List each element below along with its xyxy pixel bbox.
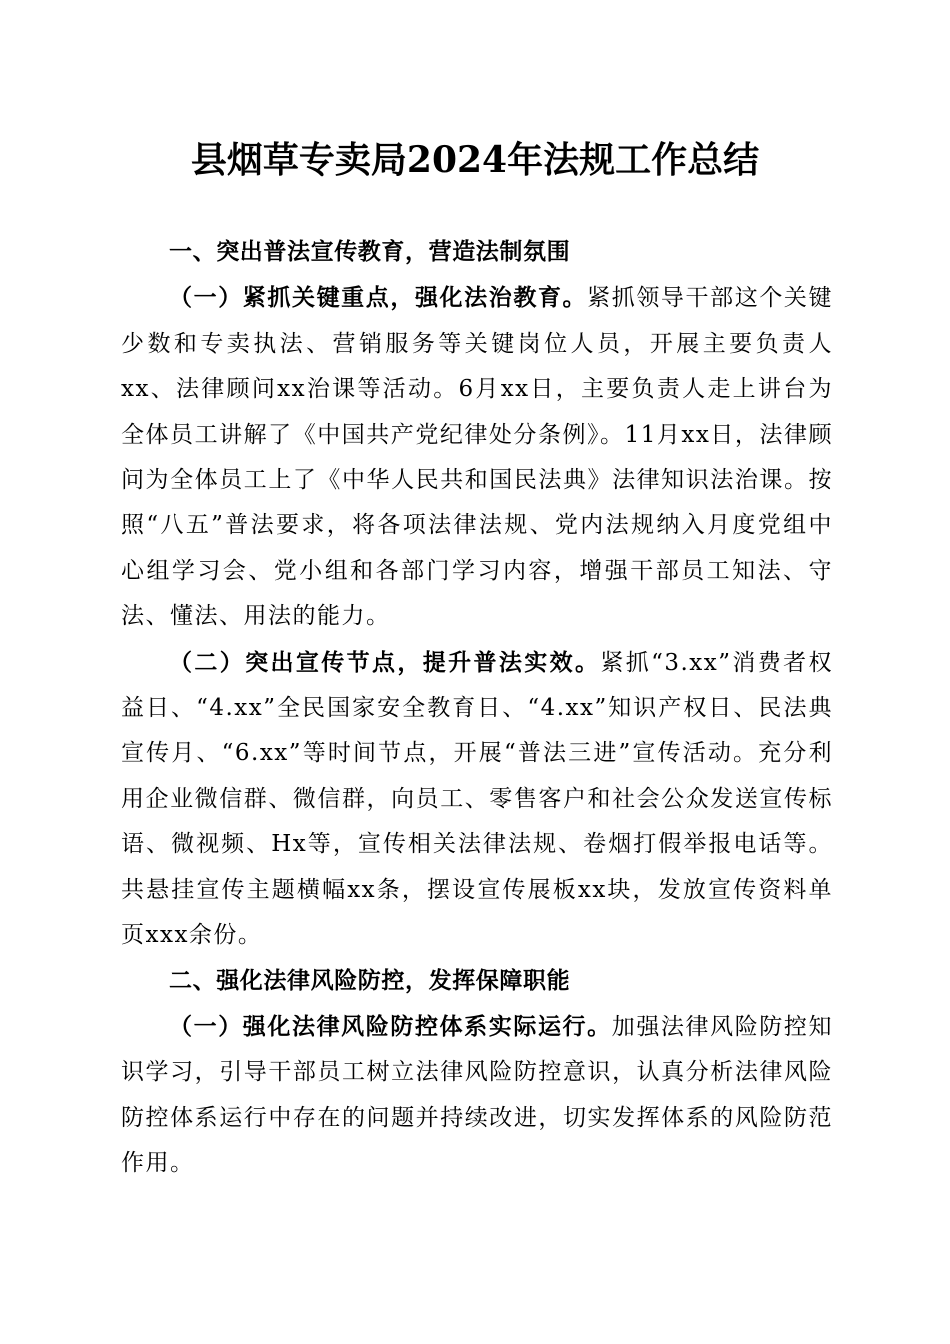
document-body [121, 230, 833, 1187]
paragraph-lead: （一）强化法律风险防控体系实际运行。 [169, 1012, 612, 1040]
section-heading-2: 二、强化法律风险防控，发挥保障职能 [169, 967, 571, 994]
paragraph-text: 紧抓领导干部这个关键少数和专卖执法、营销服务等关键岗位人员，开展主要负责人xx、法律顾问xx治课等活动。6月xx日，主要负责人走上讲台为全体员工讲解了《中国共产党纪律处分条例》。11月xx日，法律顾问为全体员工上了《中华人民共和国民法典》法律知识法治课。按照“八五”普法要求，将各项法律法规、党内法规纳入月度党组中心组学习会、党小组和各部门学习内容，增强干部员工知法、守法、懂法、用法的能力。 [121, 285, 834, 630]
paragraph-lead: （一）紧抓关键重点，强化法治教育。 [169, 284, 588, 312]
paragraph-lead: （二）突出宣传节点，提升普法实效。 [169, 648, 601, 676]
paragraph-2-1 [121, 1004, 833, 1187]
document-title: 县烟草专卖局2024年法规工作总结 [190, 139, 760, 181]
paragraph-text: 紧抓“3.xx”消费者权益日、“4.xx”全民国家安全教育日、“4.xx”知识产权日、民法典宣传月、“6.xx”等时间节点，开展“普法三进”宣传活动。充分利用企业微信群、微信群，向员工、零售客户和社会公众发送宣传标语、微视频、Hx等，宣传相关法律法规、卷烟打假举报电话等。共悬挂宣传主题横幅xx条，摆设宣传展板xx块，发放宣传资料单页xxx余份。 [121, 649, 834, 949]
section-heading-1: 一、突出普法宣传教育，营造法制氛围 [169, 239, 571, 265]
paragraph-1-1 [121, 275, 833, 639]
paragraph-1-2 [121, 640, 833, 959]
paragraph-text: 加强法律风险防控知识学习，引导干部员工树立法律风险防控意识，认真分析法律风险防控体系运行中存在的问题并持续改进，切实发挥体系的风险防范作用。 [121, 1013, 834, 1177]
